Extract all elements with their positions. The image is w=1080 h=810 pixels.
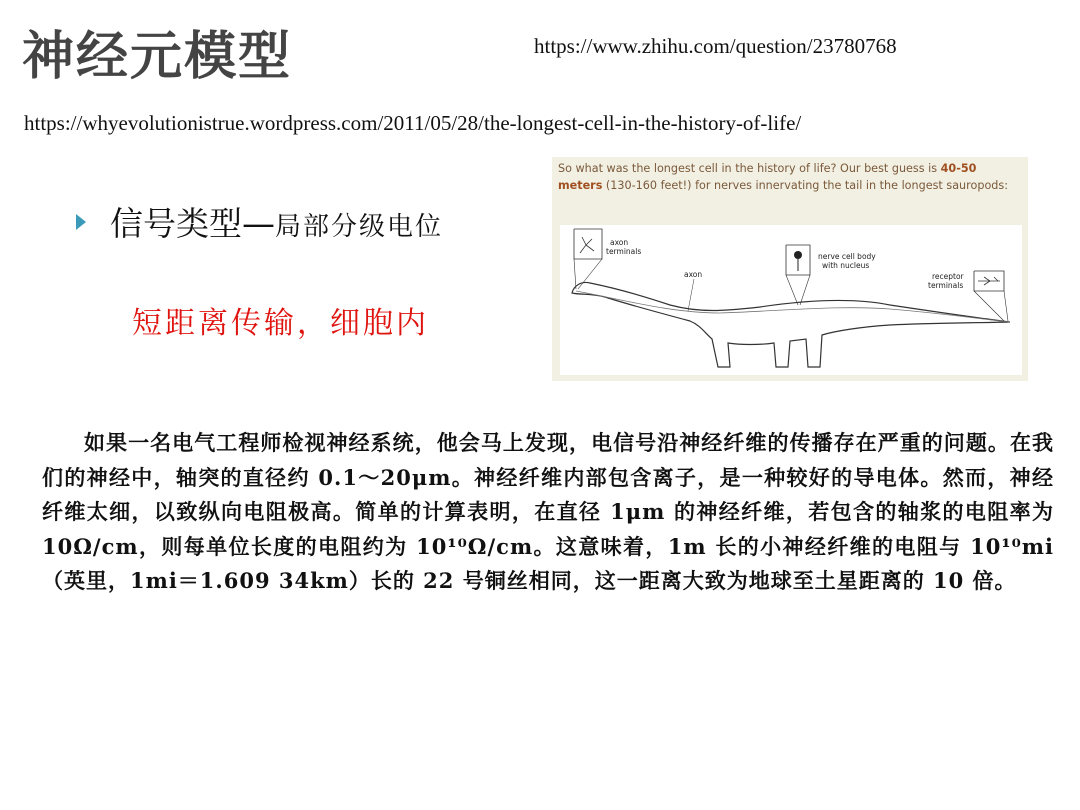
caption-post: (130-160 feet!) for nerves innervating the tail in the longest sauropods: bbox=[602, 178, 1008, 192]
label-cell-body-1: nerve cell body bbox=[818, 252, 876, 261]
reference-url-zhihu[interactable]: https://www.zhihu.com/question/23780768 bbox=[534, 34, 897, 58]
label-axon: axon bbox=[684, 270, 703, 279]
caption-bold: 40-50 meters bbox=[558, 162, 977, 192]
label-axon-terminals-2: terminals bbox=[606, 247, 642, 256]
image-caption bbox=[558, 161, 1018, 194]
axon-terminals-callout bbox=[574, 229, 602, 259]
label-cell-body-2: with nucleus bbox=[822, 261, 870, 270]
sauropod-diagram bbox=[560, 225, 1022, 375]
label-receptor-2: terminals bbox=[928, 281, 964, 290]
slide-title: 神经元模型 bbox=[22, 27, 293, 87]
bullet-item bbox=[76, 198, 443, 245]
highlight-text: 短距离传输，细胞内 bbox=[132, 306, 429, 341]
sauropod-nerve-image bbox=[552, 157, 1028, 381]
sauropod-outline bbox=[572, 282, 1010, 367]
book-excerpt bbox=[42, 426, 1054, 599]
reference-url-blog[interactable]: https://whyevolutionistrue.wordpress.com/2011/05/28/the-longest-cell-in-the-history-of-life/ bbox=[24, 111, 802, 135]
bullet-arrow-icon bbox=[76, 214, 86, 230]
caption-pre: So what was the longest cell in the history of life? Our best guess is bbox=[558, 162, 941, 175]
excerpt-paragraph: 如果一名电气工程师检视神经系统，他会马上发现，电信号沿神经纤维的传播存在严重的问题。在我们的神经中，轴突的直径约 0.1～20μm。神经纤维内部包含离子，是一种较好的导电体。然而，神经纤维太细，以致纵向电阻极高。简单的计算表明，在直径 1μm 的神经纤维，若包含的轴浆的电阻率为 10Ω/cm，则每单位长度的电阻约为 10¹⁰Ω/cm。这意味着，1m 长的小神经纤维的电阻与 10¹⁰mi（英里，1mi＝1.609 34km）长的 22 号铜丝相同，这一距离大致为地球至土星距离的 10 倍。 bbox=[42, 430, 1054, 593]
label-axon-terminals-1: axon bbox=[610, 238, 629, 247]
bullet-sub-text: 局部分级电位 bbox=[275, 212, 444, 242]
bullet-main-text: 信号类型— bbox=[110, 204, 275, 243]
label-receptor-1: receptor bbox=[932, 272, 964, 281]
